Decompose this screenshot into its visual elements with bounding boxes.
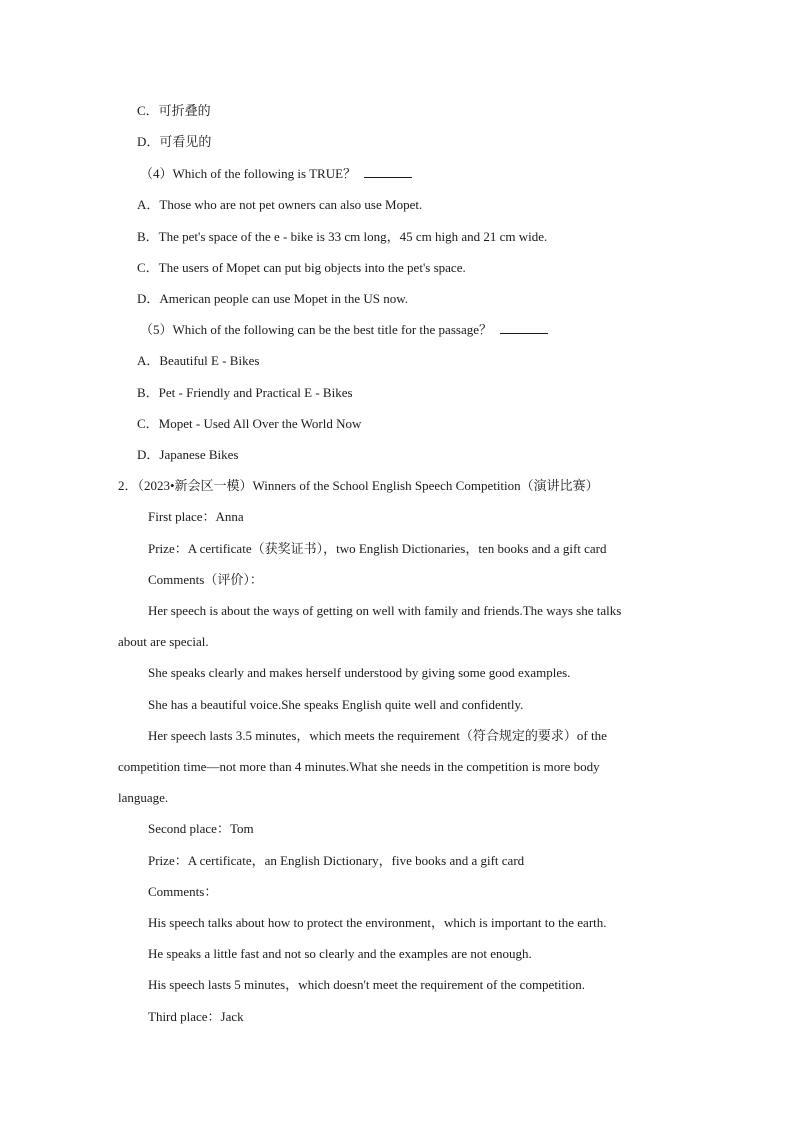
para-5: His speech talks about how to protect the environment，which is important to the earth. — [148, 915, 607, 930]
option-3d: D．可看见的 — [137, 134, 212, 149]
first-prize: Prize：A certificate（获奖证书），two English Dictionaries，ten books and a gift card — [148, 541, 607, 556]
question-4-stem — [140, 165, 412, 183]
para-4-line-2: competition time—not more than 4 minutes.What she needs in the competition is more body — [118, 759, 600, 774]
para-1-line-2: about are special. — [118, 634, 209, 649]
para-4-line-1: Her speech lasts 3.5 minutes，which meets the requirement（符合规定的要求）of the — [148, 728, 607, 743]
option-4c: C．The users of Mopet can put big objects into the pet's space. — [137, 260, 466, 275]
option-3c: C．可折叠的 — [137, 103, 211, 118]
question-5-text: （5）Which of the following can be the best title for the passage？ — [140, 322, 492, 337]
option-4d: D．American people can use Mopet in the US now. — [137, 291, 409, 306]
question-5-stem — [140, 321, 548, 339]
para-4-line-3: language. — [118, 790, 169, 805]
first-place: First place：Anna — [148, 509, 244, 524]
second-comments-label: Comments： — [148, 884, 218, 899]
option-5d: D．Japanese Bikes — [137, 447, 239, 462]
question-4-text: （4）Which of the following is TRUE？ — [140, 166, 357, 181]
para-6: He speaks a little fast and not so clearly and the examples are not enough. — [148, 946, 532, 961]
second-prize: Prize：A certificate，an English Dictionary，five books and a gift card — [148, 853, 525, 868]
option-5b: B．Pet - Friendly and Practical E - Bikes — [137, 385, 353, 400]
first-comments-label: Comments（评价）： — [148, 572, 263, 587]
option-5a: A．Beautiful E - Bikes — [137, 353, 260, 368]
para-3: She has a beautiful voice.She speaks English quite well and confidently. — [148, 697, 524, 712]
answer-blank-5[interactable] — [500, 321, 548, 334]
option-4b: B．The pet's space of the e - bike is 33 cm long，45 cm high and 21 cm wide. — [137, 229, 548, 244]
option-4a: A．Those who are not pet owners can also use Mopet. — [137, 197, 423, 212]
third-place: Third place：Jack — [148, 1009, 244, 1024]
second-place: Second place：Tom — [148, 821, 254, 836]
answer-blank-4[interactable] — [364, 165, 412, 178]
para-2: She speaks clearly and makes herself understood by giving some good examples. — [148, 665, 571, 680]
para-1-line-1: Her speech is about the ways of getting on well with family and friends.The ways she talks — [148, 603, 622, 618]
problem-2-heading: 2．（2023•新会区一模）Winners of the School English Speech Competition（演讲比赛） — [118, 478, 599, 493]
para-7: His speech lasts 5 minutes，which doesn't meet the requirement of the competition. — [148, 977, 586, 992]
option-5c: C．Mopet - Used All Over the World Now — [137, 416, 362, 431]
